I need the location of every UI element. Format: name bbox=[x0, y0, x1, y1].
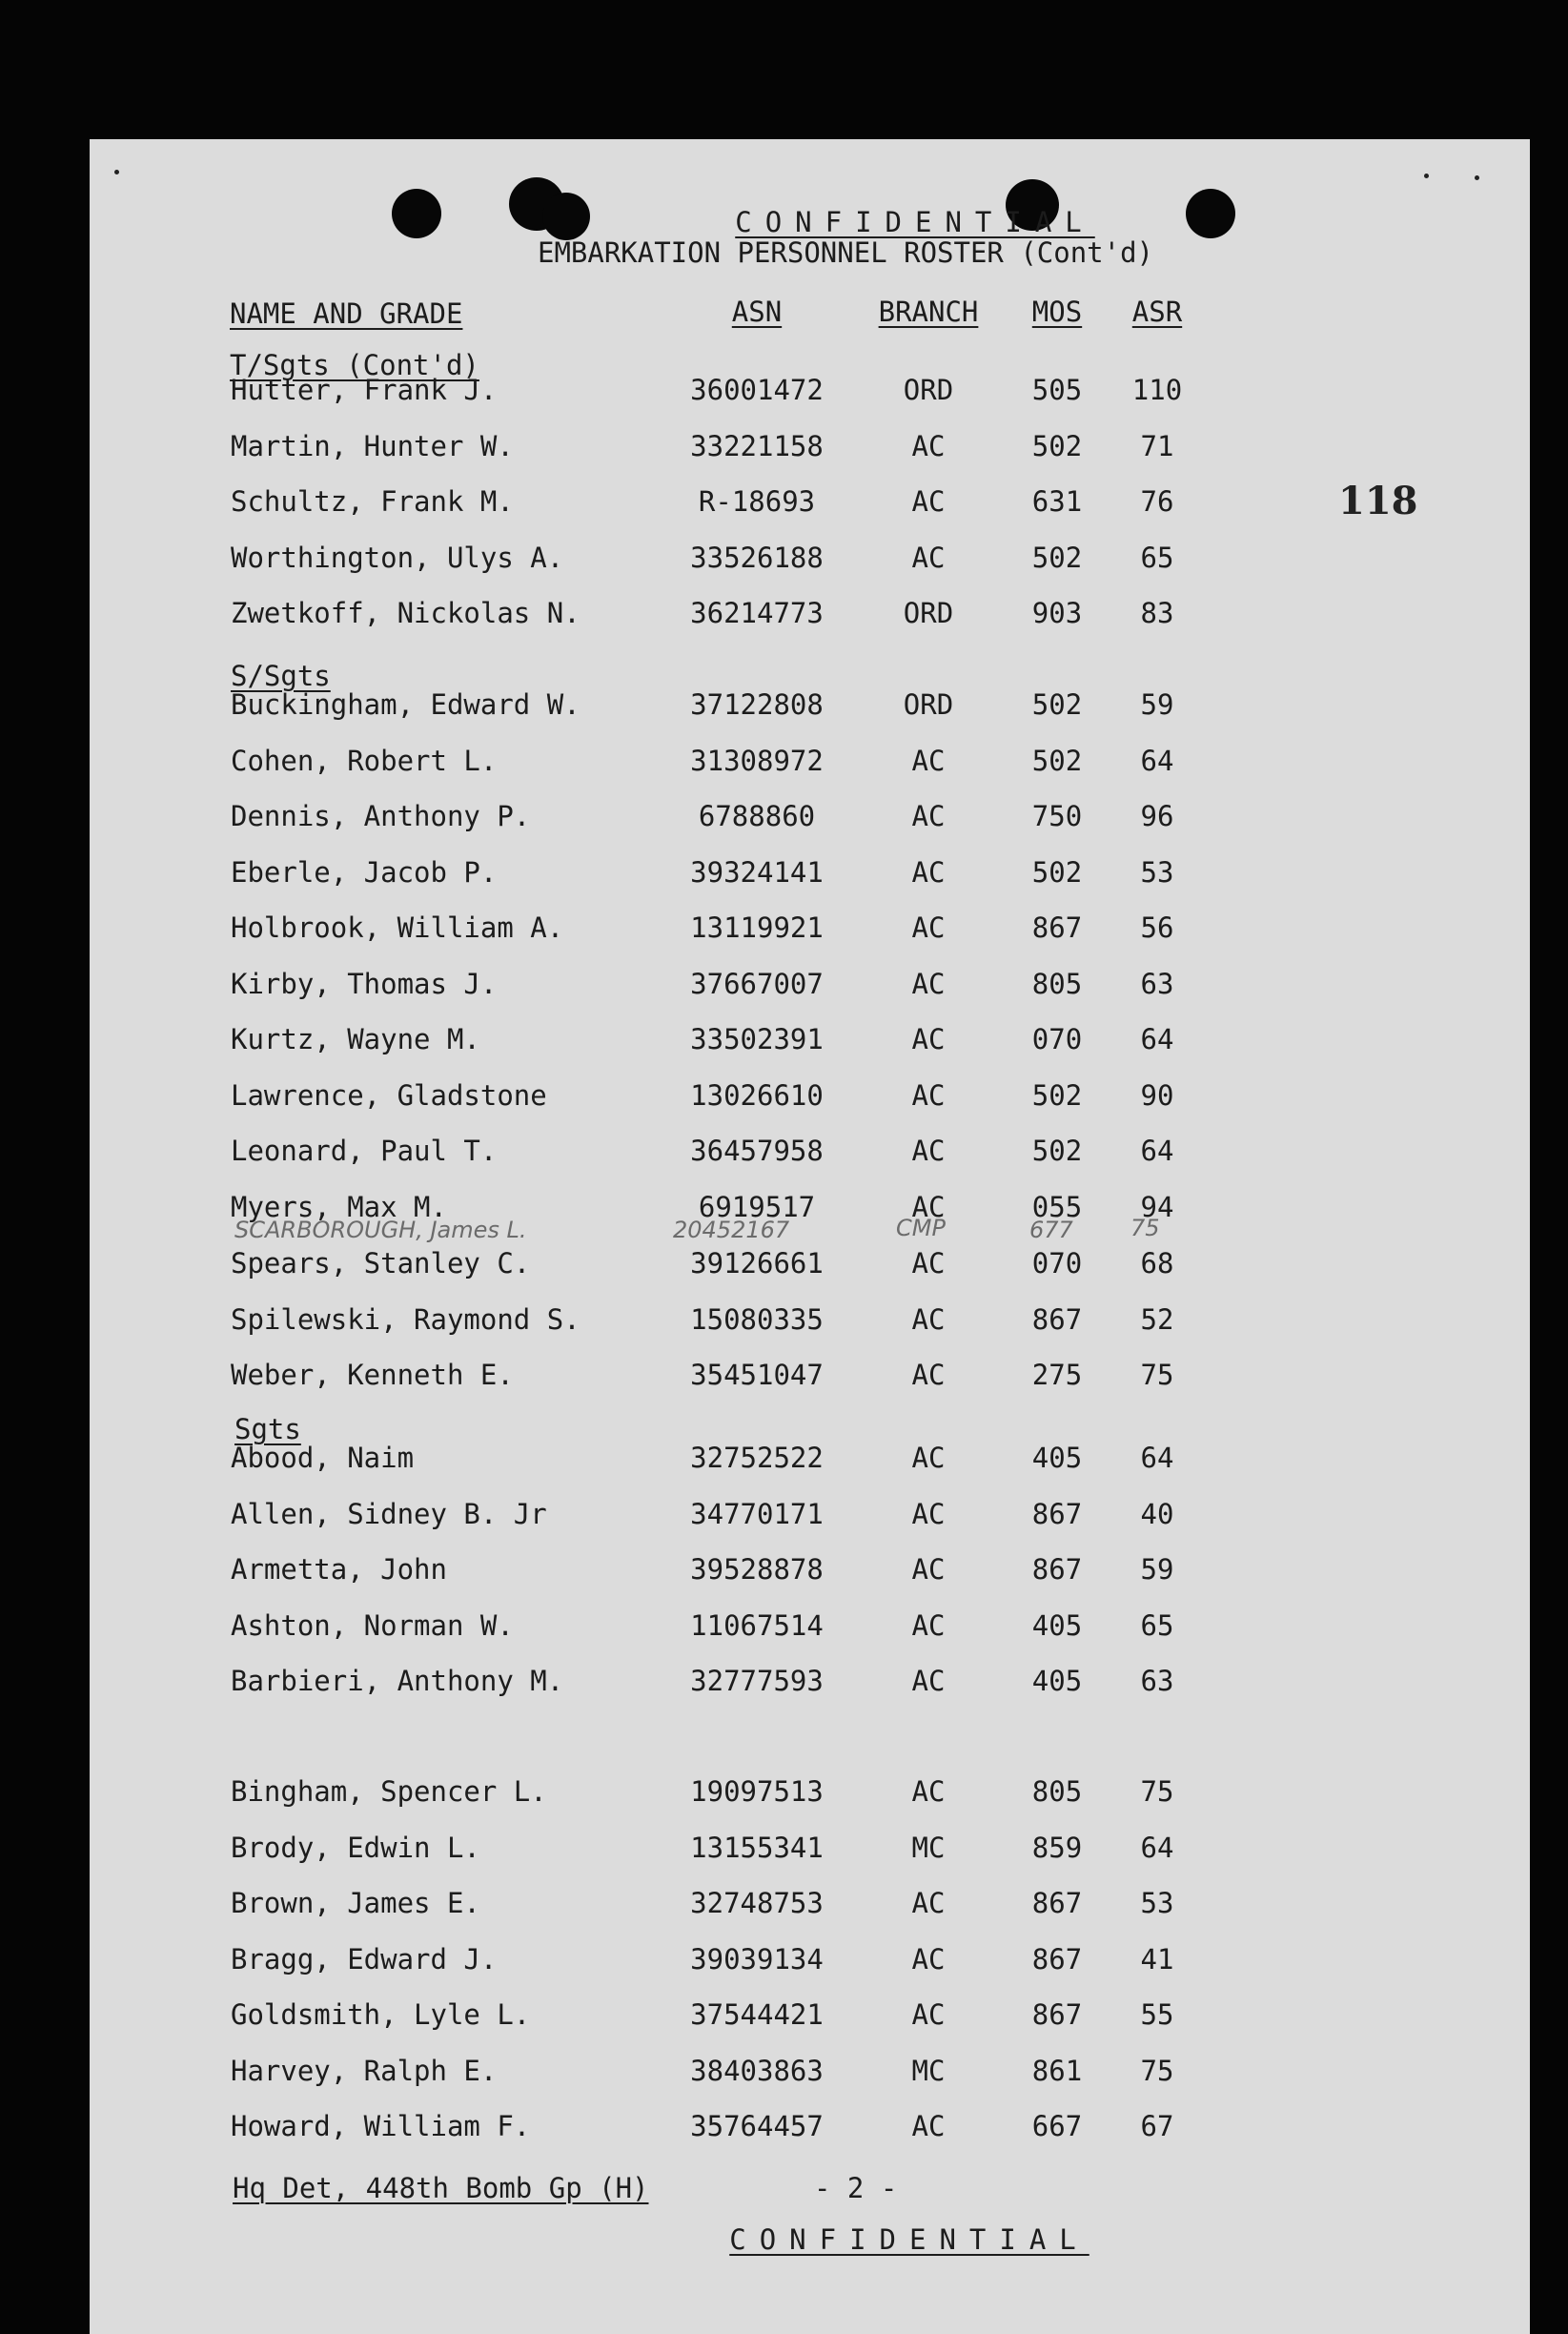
footer-unit: Hq Det, 448th Bomb Gp (H) bbox=[233, 2172, 649, 2204]
row-asr: 67 bbox=[1140, 2110, 1174, 2142]
confidential-heading: CONFIDENTIAL bbox=[735, 206, 1095, 238]
row-asn: 15080335 bbox=[690, 1302, 824, 1336]
row-mos: 502 bbox=[1031, 429, 1083, 462]
handwritten-asr: 75 bbox=[1130, 1215, 1160, 1241]
column-header-mos: MOS bbox=[1031, 296, 1083, 328]
row-asn: 32777593 bbox=[690, 1665, 824, 1697]
section-heading: Sgts bbox=[234, 1413, 301, 1445]
row-name: Abood, Naim bbox=[231, 1442, 415, 1474]
row-name: Spilewski, Raymond S. bbox=[231, 1302, 580, 1336]
row-branch: AC bbox=[911, 1998, 946, 2031]
row-asn: 38403863 bbox=[690, 2054, 824, 2087]
row-name: Zwetkoff, Nickolas N. bbox=[231, 597, 580, 629]
footer-confidential: CONFIDENTIAL bbox=[729, 2223, 1089, 2256]
row-mos: 867 bbox=[1031, 1942, 1083, 1976]
row-asr: 55 bbox=[1140, 1998, 1174, 2031]
row-asn: 34770171 bbox=[690, 1497, 824, 1530]
row-asn: 33502391 bbox=[690, 1023, 824, 1055]
row-asn: 13155341 bbox=[690, 1831, 824, 1864]
row-asr: 64 bbox=[1140, 1831, 1174, 1864]
row-branch: AC bbox=[911, 744, 946, 777]
row-mos: 070 bbox=[1031, 1023, 1083, 1055]
row-asr: 53 bbox=[1140, 855, 1174, 889]
row-asr: 52 bbox=[1140, 1302, 1174, 1336]
column-header-asr: ASR bbox=[1131, 296, 1183, 328]
row-asr: 76 bbox=[1140, 485, 1174, 518]
row-branch: ORD bbox=[903, 597, 954, 629]
row-asn: 33526188 bbox=[690, 541, 824, 574]
speck bbox=[114, 170, 119, 174]
row-asr: 40 bbox=[1140, 1497, 1174, 1530]
row-mos: 405 bbox=[1031, 1442, 1083, 1474]
row-asr: 75 bbox=[1140, 1775, 1174, 1808]
row-branch: ORD bbox=[903, 688, 954, 721]
row-name: Barbieri, Anthony M. bbox=[231, 1665, 564, 1697]
row-name: Goldsmith, Lyle L. bbox=[231, 1998, 531, 2031]
row-asn: 13026610 bbox=[690, 1078, 824, 1112]
punch-hole bbox=[1186, 189, 1235, 238]
handwritten-mos: 677 bbox=[1029, 1217, 1073, 1243]
row-branch: AC bbox=[911, 855, 946, 889]
row-asn: 19097513 bbox=[690, 1775, 824, 1808]
row-asr: 96 bbox=[1140, 800, 1174, 832]
row-name: Lawrence, Gladstone bbox=[231, 1078, 547, 1112]
punch-hole bbox=[542, 193, 590, 240]
row-branch: AC bbox=[911, 1887, 946, 1919]
row-name: Kurtz, Wayne M. bbox=[231, 1023, 480, 1055]
column-header-name: NAME AND GRADE bbox=[230, 297, 463, 330]
row-asr: 75 bbox=[1140, 2054, 1174, 2087]
row-branch: AC bbox=[911, 1302, 946, 1336]
roster-title: EMBARKATION PERSONNEL ROSTER (Cont'd) bbox=[538, 236, 1154, 269]
row-name: Schultz, Frank M. bbox=[231, 485, 514, 518]
row-branch: AC bbox=[911, 911, 946, 944]
handwritten-name: SCARBOROUGH, James L. bbox=[234, 1217, 527, 1243]
row-asn: 39126661 bbox=[690, 1247, 824, 1280]
row-asr: 71 bbox=[1140, 429, 1174, 462]
row-branch: AC bbox=[911, 1497, 946, 1530]
row-asn: 11067514 bbox=[690, 1608, 824, 1642]
row-mos: 750 bbox=[1031, 800, 1083, 832]
row-name: Bragg, Edward J. bbox=[231, 1942, 498, 1976]
row-asr: 59 bbox=[1140, 1553, 1174, 1586]
row-branch: AC bbox=[911, 429, 946, 462]
row-asn: 39039134 bbox=[690, 1942, 824, 1976]
row-name: Ashton, Norman W. bbox=[231, 1608, 514, 1642]
row-asn: 32748753 bbox=[690, 1887, 824, 1919]
row-mos: 867 bbox=[1031, 1553, 1083, 1586]
row-asr: 63 bbox=[1140, 967, 1174, 1000]
row-asn: 6788860 bbox=[698, 800, 816, 832]
row-name: Harvey, Ralph E. bbox=[231, 2054, 498, 2087]
row-name: Spears, Stanley C. bbox=[231, 1247, 531, 1280]
row-name: Howard, William F. bbox=[231, 2110, 531, 2142]
row-name: Allen, Sidney B. Jr bbox=[231, 1497, 547, 1530]
row-mos: 805 bbox=[1031, 1775, 1083, 1808]
row-asr: 64 bbox=[1140, 744, 1174, 777]
row-asr: 65 bbox=[1140, 1608, 1174, 1642]
row-name: Bingham, Spencer L. bbox=[231, 1775, 547, 1808]
row-name: Kirby, Thomas J. bbox=[231, 967, 498, 1000]
row-asn: 37544421 bbox=[690, 1998, 824, 2031]
row-asr: 53 bbox=[1140, 1887, 1174, 1919]
row-name: Martin, Hunter W. bbox=[231, 429, 514, 462]
row-mos: 502 bbox=[1031, 1078, 1083, 1112]
row-mos: 867 bbox=[1031, 1887, 1083, 1919]
section-heading: T/Sgts (Cont'd) bbox=[230, 349, 479, 381]
row-asn: 35764457 bbox=[690, 2110, 824, 2142]
handwritten-branch: CMP bbox=[896, 1215, 946, 1241]
row-mos: 631 bbox=[1031, 485, 1083, 518]
row-name: Cohen, Robert L. bbox=[231, 744, 498, 777]
row-branch: AC bbox=[911, 1665, 946, 1697]
row-branch: AC bbox=[911, 1442, 946, 1474]
row-asr: 90 bbox=[1140, 1078, 1174, 1112]
row-mos: 903 bbox=[1031, 597, 1083, 629]
row-name: Leonard, Paul T. bbox=[231, 1135, 498, 1167]
row-branch: AC bbox=[911, 1553, 946, 1586]
row-asn: 37667007 bbox=[690, 967, 824, 1000]
row-branch: AC bbox=[911, 1190, 946, 1223]
row-branch: AC bbox=[911, 800, 946, 832]
row-asr: 94 bbox=[1140, 1190, 1174, 1223]
row-asr: 68 bbox=[1140, 1247, 1174, 1280]
row-mos: 275 bbox=[1031, 1359, 1083, 1391]
row-branch: MC bbox=[911, 2054, 946, 2087]
row-name: Weber, Kenneth E. bbox=[231, 1359, 514, 1391]
row-mos: 505 bbox=[1031, 374, 1083, 406]
page-number-stamp: 118 bbox=[1338, 479, 1418, 523]
row-asn: 36457958 bbox=[690, 1135, 824, 1167]
punch-hole bbox=[392, 189, 441, 238]
footer-page-number: - 2 - bbox=[814, 2172, 898, 2204]
row-asn: 33221158 bbox=[690, 429, 824, 462]
row-name: Eberle, Jacob P. bbox=[231, 855, 498, 889]
row-mos: 859 bbox=[1031, 1831, 1083, 1864]
row-asr: 65 bbox=[1140, 541, 1174, 574]
row-name: Myers, Max M. bbox=[231, 1190, 447, 1223]
row-mos: 805 bbox=[1031, 967, 1083, 1000]
row-asn: 32752522 bbox=[690, 1442, 824, 1474]
column-header-branch: BRANCH bbox=[878, 296, 979, 328]
handwritten-asn: 20452167 bbox=[673, 1217, 790, 1243]
row-branch: AC bbox=[911, 1775, 946, 1808]
row-asr: 63 bbox=[1140, 1665, 1174, 1697]
row-asn: 35451047 bbox=[690, 1359, 824, 1391]
speck bbox=[1424, 174, 1429, 178]
row-mos: 867 bbox=[1031, 1302, 1083, 1336]
row-asn: 37122808 bbox=[690, 688, 824, 721]
row-asn: R-18693 bbox=[698, 485, 816, 518]
row-asr: 64 bbox=[1140, 1442, 1174, 1474]
row-mos: 667 bbox=[1031, 2110, 1083, 2142]
row-mos: 502 bbox=[1031, 744, 1083, 777]
row-asn: 36001472 bbox=[690, 374, 824, 406]
row-mos: 867 bbox=[1031, 911, 1083, 944]
row-asr: 64 bbox=[1140, 1135, 1174, 1167]
row-branch: AC bbox=[911, 2110, 946, 2142]
row-asn: 39528878 bbox=[690, 1553, 824, 1586]
row-branch: AC bbox=[911, 1608, 946, 1642]
row-asn: 36214773 bbox=[690, 597, 824, 629]
row-name: Buckingham, Edward W. bbox=[231, 688, 580, 721]
row-branch: ORD bbox=[903, 374, 954, 406]
row-asn: 39324141 bbox=[690, 855, 824, 889]
row-name: Armetta, John bbox=[231, 1553, 447, 1586]
row-name: Worthington, Ulys A. bbox=[231, 541, 564, 574]
row-asr: 41 bbox=[1140, 1942, 1174, 1976]
row-branch: AC bbox=[911, 1023, 946, 1055]
row-branch: AC bbox=[911, 541, 946, 574]
row-mos: 867 bbox=[1031, 1497, 1083, 1530]
row-mos: 867 bbox=[1031, 1998, 1083, 2031]
row-asn: 13119921 bbox=[690, 911, 824, 944]
row-asr: 75 bbox=[1140, 1359, 1174, 1391]
row-asr: 56 bbox=[1140, 911, 1174, 944]
row-branch: AC bbox=[911, 1078, 946, 1112]
row-branch: AC bbox=[911, 967, 946, 1000]
row-asn: 6919517 bbox=[698, 1190, 816, 1223]
document-page bbox=[90, 139, 1530, 2334]
row-mos: 502 bbox=[1031, 541, 1083, 574]
row-branch: AC bbox=[911, 1135, 946, 1167]
row-name: Holbrook, William A. bbox=[231, 911, 564, 944]
row-asr: 83 bbox=[1140, 597, 1174, 629]
row-name: Hutter, Frank J. bbox=[231, 374, 498, 406]
row-branch: AC bbox=[911, 1942, 946, 1976]
row-mos: 405 bbox=[1031, 1608, 1083, 1642]
row-mos: 502 bbox=[1031, 1135, 1083, 1167]
row-mos: 502 bbox=[1031, 855, 1083, 889]
column-header-asn: ASN bbox=[731, 296, 783, 328]
row-asr: 110 bbox=[1131, 374, 1183, 406]
row-asn: 31308972 bbox=[690, 744, 824, 777]
row-mos: 055 bbox=[1031, 1190, 1083, 1223]
row-branch: MC bbox=[911, 1831, 946, 1864]
row-asr: 64 bbox=[1140, 1023, 1174, 1055]
row-branch: AC bbox=[911, 485, 946, 518]
row-name: Dennis, Anthony P. bbox=[231, 800, 531, 832]
speck bbox=[1475, 175, 1479, 180]
row-mos: 405 bbox=[1031, 1665, 1083, 1697]
row-name: Brown, James E. bbox=[231, 1887, 480, 1919]
row-asr: 59 bbox=[1140, 688, 1174, 721]
row-branch: AC bbox=[911, 1359, 946, 1391]
row-mos: 502 bbox=[1031, 688, 1083, 721]
row-name: Brody, Edwin L. bbox=[231, 1831, 480, 1864]
row-mos: 861 bbox=[1031, 2054, 1083, 2087]
row-branch: AC bbox=[911, 1247, 946, 1280]
row-mos: 070 bbox=[1031, 1247, 1083, 1280]
section-heading: S/Sgts bbox=[231, 660, 331, 692]
